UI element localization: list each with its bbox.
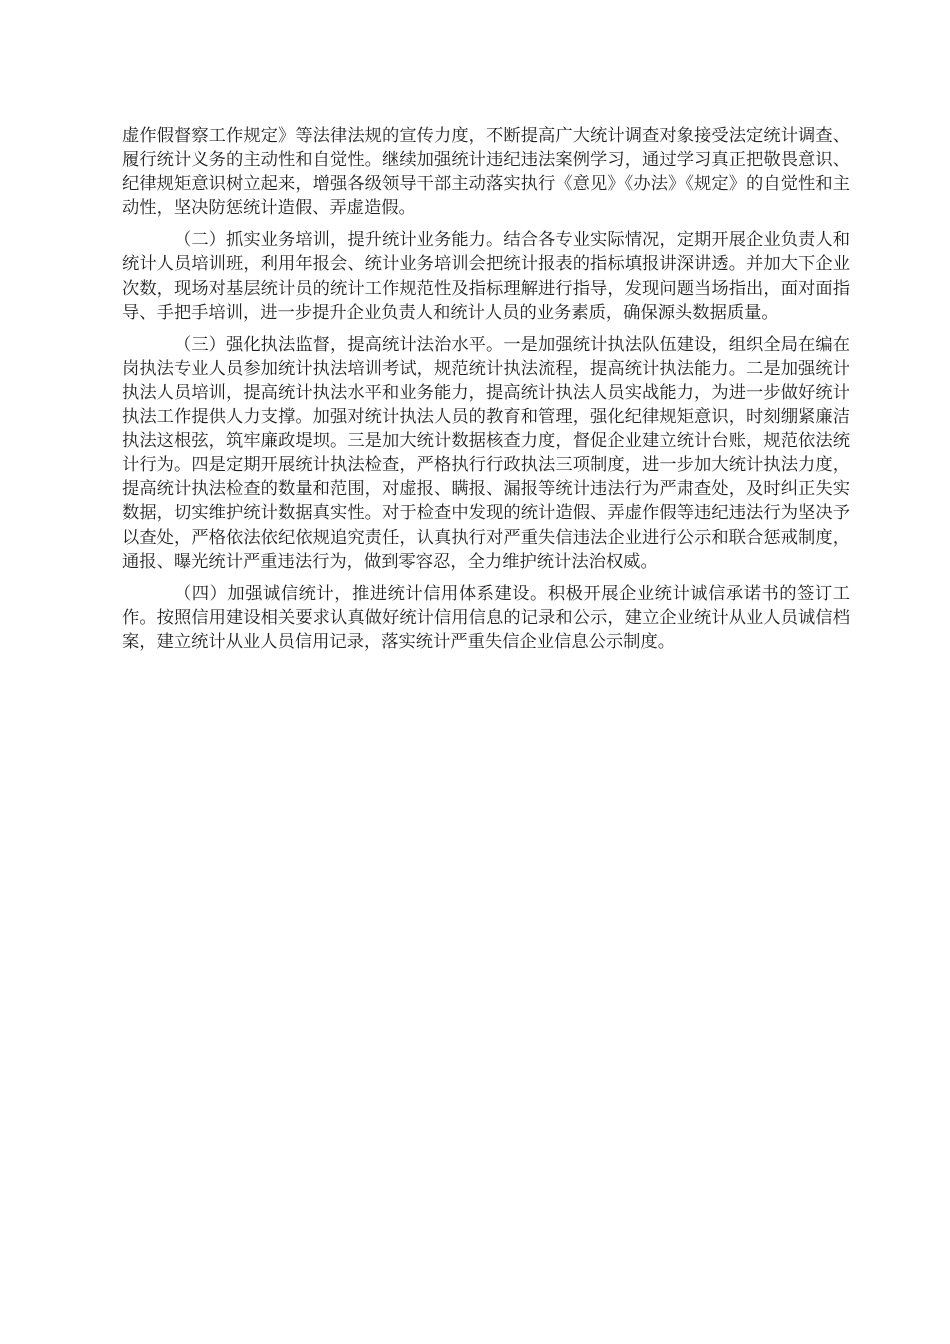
paragraph-section-3-law-enforcement: （三）强化执法监督，提高统计法治水平。一是加强统计执法队伍建设，组织全局在编在岗执法专业人员参加统计执法培训考试，规范统计执法流程，提高统计执法能力。二是加强统计执法人员培训，提高统计执法水平和业务能力，提高统计执法人员实战能力，为进一步做好统计执法工作提供人力支撑。加强对统计执法人员的教育和管理，强化纪律规矩意识，时刻绷紧廉洁执法这根弦，筑牢廉政堤坝。三是加大统计数据核查力度，督促企业建立统计台账，规范依法统计行为。四是定期开展统计执法检查，严格执行行政执法三项制度，进一步加大统计执法力度，提高统计执法检查的数量和范围，对虚报、瞒报、漏报等统计违法行为严肃查处，及时纠正失实数据，切实维护统计数据真实性。对于检查中发现的统计造假、弄虚作假等违纪违法行为坚决予以查处，严格依法依纪依规追究责任，认真执行对严重失信违法企业进行公示和联合惩戒制度，通报、曝光统计严重违法行为，做到零容忍，全力维护统计法治权威。 <box>122 334 850 572</box>
paragraph-section-4-credit-system: （四）加强诚信统计，推进统计信用体系建设。积极开展企业统计诚信承诺书的签订工作。按照信用建设相关要求认真做好统计信用信息的记录和公示，建立企业统计从业人员诚信档案，建立统计从业人员信用记录，落实统计严重失信企业信息公示制度。 <box>122 583 850 652</box>
paragraph-section-2-business-training: （二）抓实业务培训，提升统计业务能力。结合各专业实际情况，定期开展企业负责人和统计人员培训班，利用年报会、统计业务培训会把统计报表的指标填报讲深讲透。并加大下企业次数，现场对基层统计员的统计工作规范性及指标理解进行指导，发现问题当场指出，面对面指导、手把手培训，进一步提升企业负责人和统计人员的业务素质，确保源头数据质量。 <box>122 230 850 323</box>
document-body <box>122 124 850 662</box>
paragraph-continuation: 虚作假督察工作规定》等法律法规的宣传力度，不断提高广大统计调查对象接受法定统计调查、履行统计义务的主动性和自觉性。继续加强统计违纪违法案例学习，通过学习真正把敬畏意识、纪律规矩意识树立起来，增强各级领导干部主动落实执行《意见》《办法》《规定》的自觉性和主动性，坚决防惩统计造假、弄虚造假。 <box>122 126 850 219</box>
